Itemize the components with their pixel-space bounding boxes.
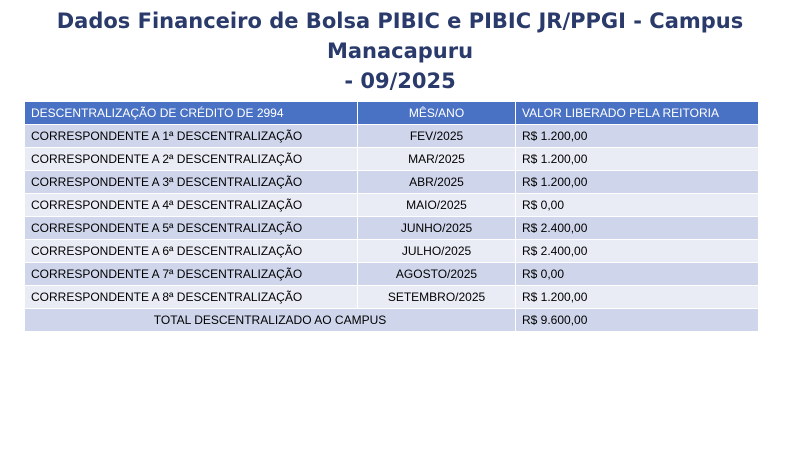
total-value: R$ 9.600,00 <box>516 309 759 332</box>
row-month: FEV/2025 <box>358 125 516 148</box>
column-header-description: DESCENTRALIZAÇÃO DE CRÉDITO DE 2994 <box>25 102 358 125</box>
row-month: ABR/2025 <box>358 171 516 194</box>
table-row <box>25 240 759 263</box>
row-value: R$ 0,00 <box>516 263 759 286</box>
page-title <box>0 6 800 96</box>
table-row <box>25 125 759 148</box>
row-month: AGOSTO/2025 <box>358 263 516 286</box>
row-value: R$ 0,00 <box>516 194 759 217</box>
row-description: CORRESPONDENTE A 8ª DESCENTRALIZAÇÃO <box>25 286 358 309</box>
table-row <box>25 286 759 309</box>
row-description: CORRESPONDENTE A 5ª DESCENTRALIZAÇÃO <box>25 217 358 240</box>
table-row <box>25 148 759 171</box>
row-value: R$ 2.400,00 <box>516 217 759 240</box>
column-header-value: VALOR LIBERADO PELA REITORIA <box>516 102 759 125</box>
table-header-row <box>25 102 759 125</box>
row-value: R$ 1.200,00 <box>516 286 759 309</box>
row-month: JULHO/2025 <box>358 240 516 263</box>
row-value: R$ 1.200,00 <box>516 171 759 194</box>
row-month: SETEMBRO/2025 <box>358 286 516 309</box>
row-description: CORRESPONDENTE A 7ª DESCENTRALIZAÇÃO <box>25 263 358 286</box>
row-value: R$ 1.200,00 <box>516 125 759 148</box>
row-description: CORRESPONDENTE A 1ª DESCENTRALIZAÇÃO <box>25 125 358 148</box>
total-label: TOTAL DESCENTRALIZADO AO CAMPUS <box>25 309 516 332</box>
column-header-month: MÊS/ANO <box>358 102 516 125</box>
row-month: MAR/2025 <box>358 148 516 171</box>
table-row <box>25 171 759 194</box>
table-row <box>25 194 759 217</box>
row-description: CORRESPONDENTE A 3ª DESCENTRALIZAÇÃO <box>25 171 358 194</box>
row-value: R$ 1.200,00 <box>516 148 759 171</box>
row-description: CORRESPONDENTE A 2ª DESCENTRALIZAÇÃO <box>25 148 358 171</box>
row-value: R$ 2.400,00 <box>516 240 759 263</box>
row-month: MAIO/2025 <box>358 194 516 217</box>
table-row <box>25 217 759 240</box>
page-title-line-1: Dados Financeiro de Bolsa PIBIC e PIBIC JR/PPGI - Campus Manacapuru <box>56 9 744 63</box>
total-row <box>25 309 759 332</box>
table-row <box>25 263 759 286</box>
page-title-line-2: - 09/2025 <box>344 69 456 93</box>
financial-table <box>24 101 759 332</box>
row-description: CORRESPONDENTE A 4ª DESCENTRALIZAÇÃO <box>25 194 358 217</box>
row-month: JUNHO/2025 <box>358 217 516 240</box>
row-description: CORRESPONDENTE A 6ª DESCENTRALIZAÇÃO <box>25 240 358 263</box>
